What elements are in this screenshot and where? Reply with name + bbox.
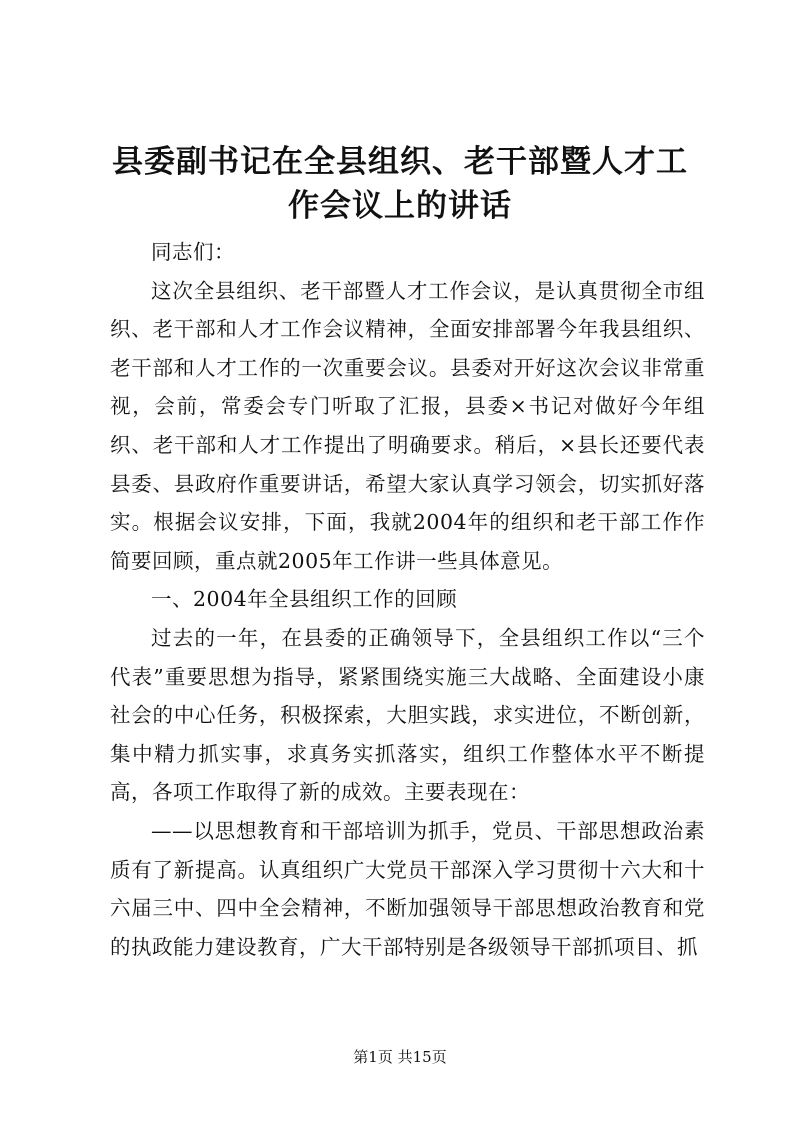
paragraph-review: 过去的一年，在县委的正确领导下，全县组织工作以“三个代表”重要思想为指导，紧紧围绕实施三大战略、全面建设小康社会的中心任务，积极探索，大胆实践，求实进位，不断创新，集中精力抓实事，求真务实抓落实，组织工作整体水平不断提高，各项工作取得了新的成效。主要表现在： xyxy=(110,625,705,805)
page-number-footer: 第1页 共15页 xyxy=(353,1048,447,1066)
paragraph-intro: 这次全县组织、老干部暨人才工作会议，是认真贯彻全市组织、老干部和人才工作会议精神，全面安排部署今年我县组织、老干部和人才工作的一次重要会议。县委对开好这次会议非常重视，会前，常委会专门听取了汇报，县委×书记对做好今年组织、老干部和人才工作提出了明确要求。稍后，×县长还要代表县委、县政府作重要讲话，希望大家认真学习领会，切实抓好落实。根据会议安排，下面，我就2004年的组织和老干部工作作简要回顾，重点就2005年工作讲一些具体意见。 xyxy=(110,278,705,573)
section-heading: 一、2004年全县组织工作的回顾 xyxy=(151,587,458,612)
document-body xyxy=(110,233,705,966)
paragraph-education: ——以思想教育和干部培训为抓手，党员、干部思想政治素质有了新提高。认真组织广大党员干部深入学习贯彻十六大和十六届三中、四中全会精神，不断加强领导干部思想政治教育和党的执政能力建设教育，广大干部特别是各级领导干部抓项目、抓 xyxy=(110,818,705,959)
document-title: 县委副书记在全县组织、老干部暨人才工作会议上的讲话 xyxy=(112,144,688,224)
salutation: 同志们： xyxy=(151,240,235,264)
